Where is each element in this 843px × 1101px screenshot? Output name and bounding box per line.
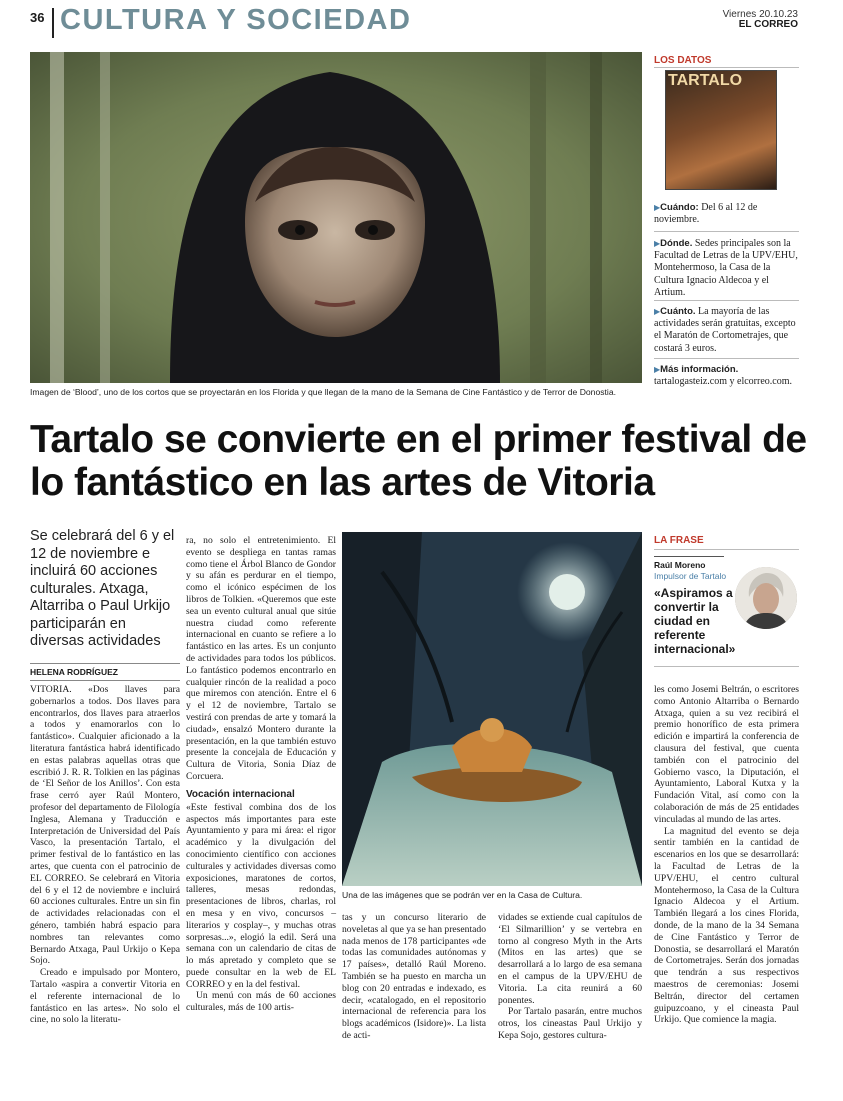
article-column-4: [498, 912, 642, 1042]
paragraph: VITORIA. «Dos llaves para gobernarlos a todos. Dos llaves para encontrarlos, dos llaves para atraerlos a todos y enamorarlos con lo fantástico». Cualquier aficionado a la literatura fantástica habrá identificado en estas palabras aquellas otras que escribió J. R. R. Tolkien en las páginas de ‘El Señor de los Anillos’. Con esta frase cerró ayer Raúl Montero, profesor del departamento de Filología Inglesa, Alemana y Traducción e Interpretación de Universidad del País Vasco, la presentación Tartalo, el primer festival de lo fantástico en las artes, que cuenta con el patrocinio de EL CORREO. Se celebrará en Vitoria del 6 y el 12 de noviembre e incluirá 60 acciones culturales. Entre un sin fin de actividades relacionadas con el género, también habrá espacio para nombres tan relevantes como Bernardo Atxaga, Paul Urkijo o Kepa Sojo.: [30, 684, 180, 967]
main-photo-caption: Imagen de ‘Blood’, uno de los cortos que se proyectarán en los Florida y que llegan de la mano de la Semana de Cine Fantástico y de Terror de Donostia.: [30, 387, 616, 397]
quote-title: LA FRASE: [654, 535, 704, 546]
article-column-5: [654, 684, 799, 1026]
sidebar-rule: [654, 67, 799, 68]
article-column-3: [342, 912, 486, 1042]
paragraph: Por Tartalo pasarán, entre muchos otros, los cineastas Paul Urkijo y Kepa Sojo, gestores cultura-: [498, 1006, 642, 1041]
data-info: ▶Más información. tartalogasteiz.com y elcorreo.com.: [654, 364, 792, 388]
headline: Tartalo se convierte en el primer festival de lo fantástico en las artes de Vitoria: [30, 418, 807, 504]
issue-date: Viernes 20.10.23: [722, 9, 798, 20]
sidebar-divider: [654, 300, 799, 301]
paragraph: Creado e impulsado por Montero, Tartalo «aspira a convertir Vitoria en el referente internacional de lo fantástico en las artes». No solo el cine, no solo la literatu-: [30, 967, 180, 1026]
fantasy-painting: [342, 532, 642, 886]
main-photo: [30, 52, 642, 383]
page-number: 36: [30, 10, 45, 25]
paragraph: ra, no solo el entretenimiento. El evento se despliega en tantas ramas como tiene el Árbol Blanco de Gondor y su afán es perdurar en el tiempo, como el icónico espécimen de los libros de Tolkien. «Queremos que este sea un evento cultural anual que sitúe nuestra ciudad como referente internacional en cuanto se refiere a lo fantástico en las artes. Es un conjunto de actividades para todos los públicos. Lo fantástico podemos encontrarlo en cualquier rincón de la realidad a poco que miremos con atención. Entre el 6 y el 12 de noviembre, Tartalo se vestirá con prendas de arte y tomará la ciudad», ensalzó Montero durante la presentación, en la que también estuvo presente la concejala de Educación y Cultura de Vitoria, Sonia Díaz de Corcuera.: [186, 535, 336, 782]
header-divider: [52, 8, 54, 38]
arrow-icon: ▶: [654, 239, 661, 248]
arrow-icon: ▶: [654, 307, 661, 316]
quote-author: Raúl Moreno: [654, 560, 706, 570]
sidebar-title: LOS DATOS: [654, 55, 712, 66]
section-title: CULTURA Y SOCIEDAD: [60, 4, 412, 36]
quote-bottom-rule: [654, 666, 799, 667]
data-when: ▶Cuándo: Del 6 al 12 de noviembre.: [654, 202, 758, 226]
paragraph: les como Josemi Beltrán, o escritores como Antonio Altarriba o Bernardo Atxaga, quien a su vez recibirá el premio honorífico de esta primera edición e impartirá la conferencia de clausura del festival, que cuenta también con el patrocinio del Gobierno vasco, la Diputación, el Ayuntamiento, Laboral Kutxa y la Fundación Vital, así como con la colaboración de más de 25 entidades vinculadas al mundo de las artes.: [654, 684, 799, 825]
paragraph: vidades se extiende cual capítulos de ‘El Silmarillion’ y se vertebra en torno al congreso Myth in the Arts (Mitos en las artes) que se desarrollará a lo largo de esa semana en el campus de la UPV/EHU de Vitoria. La cita reunirá a 60 ponentes.: [498, 912, 642, 1006]
sidebar-divider: [654, 358, 799, 359]
paragraph: tas y un concurso literario de noveletas al que ya se han presentado nada menos de 178 participantes «de todas las comunidades autónomas y 17 países», detalló Raúl Moreno. También se ha puesto en marcha un blog con 20 entradas e indexado, es decir, «catalogado, en el repositorio internacional de referencia para los blogs académicos (Isidore)». La lista de acti-: [342, 912, 486, 1041]
paragraph: La magnitud del evento se deja sentir también en la cantidad de escenarios en los que se desarrollará: la Facultad de Letras de la UPV/EHU, el centro cultural Montehermoso, la Casa de la Cultura Ignacio Aldecoa y el Artium. También llegará a los cines Florida, donde, de la mano de la 34 Semana de Cine Fantástico y Terror de Donostia, se desarrollará el Maratón de Cortometrajes. Serán dos jornadas que tendrán a sus respectivos maestros de ceremonias: Josemi Beltrán, director del certamen guipuzcoano, y el cineasta Paul Urkijo. Que comience la magia.: [654, 825, 799, 1026]
quote-rule-short: [654, 556, 724, 557]
sidebar-divider: [654, 231, 799, 232]
painting-caption: Una de las imágenes que se podrán ver en la Casa de Cultura.: [342, 890, 583, 900]
newspaper-name: EL CORREO: [738, 19, 798, 30]
article-column-2: [186, 535, 336, 1014]
quote-author-role: Impulsor de Tartalo: [654, 571, 727, 581]
deck: Se celebrará del 6 y el 12 de noviembre e incluirá 60 acciones culturales. Atxaga, Altarriba o Paul Urkijo participarán en diversas actividades: [30, 528, 175, 649]
data-where: ▶Dónde. Sedes principales son la Facultad de Letras de la UPV/EHU, Montehermoso, la Casa de la Cultura Ignacio Aldecoa y el Artium.: [654, 238, 798, 298]
quote-rule: [654, 549, 799, 550]
paragraph: «Este festival combina dos de los aspectos más importantes para este Ayuntamiento y para mi área: el rigor académico y la divulgación del conocimiento científico con acciones culturales y actividades diversas como exposiciones, maratones de cortos, talleres, mesas redondas, presentaciones de libros, charlas, rol en mesa y en vivo, concursos –literarios y cosplay–, y muchas otras sorpresas...», elogió la edil. Será una semana con un calendario de citas de lo más apretado y completo que se puede consultar en la web de EL CORREO y en la del festival.: [186, 801, 336, 990]
paragraph: Un menú con más de 60 acciones culturales, más de 100 artis-: [186, 990, 336, 1014]
quote-text: «Aspiramos a convertir la ciudad en referente internacional»: [654, 586, 736, 656]
poster-title: TARTALO: [668, 72, 743, 89]
subheading: Vocación internacional: [186, 788, 295, 800]
byline: HELENA RODRÍGUEZ: [30, 663, 180, 681]
article-column-1: [30, 684, 180, 1026]
arrow-icon: ▶: [654, 203, 661, 212]
data-price: ▶Cuánto. La mayoría de las actividades serán gratuitas, excepto el Maratón de Cortometrajes, que costará 3 euros.: [654, 306, 796, 354]
author-avatar: [735, 567, 797, 629]
arrow-icon: ▶: [654, 365, 661, 374]
